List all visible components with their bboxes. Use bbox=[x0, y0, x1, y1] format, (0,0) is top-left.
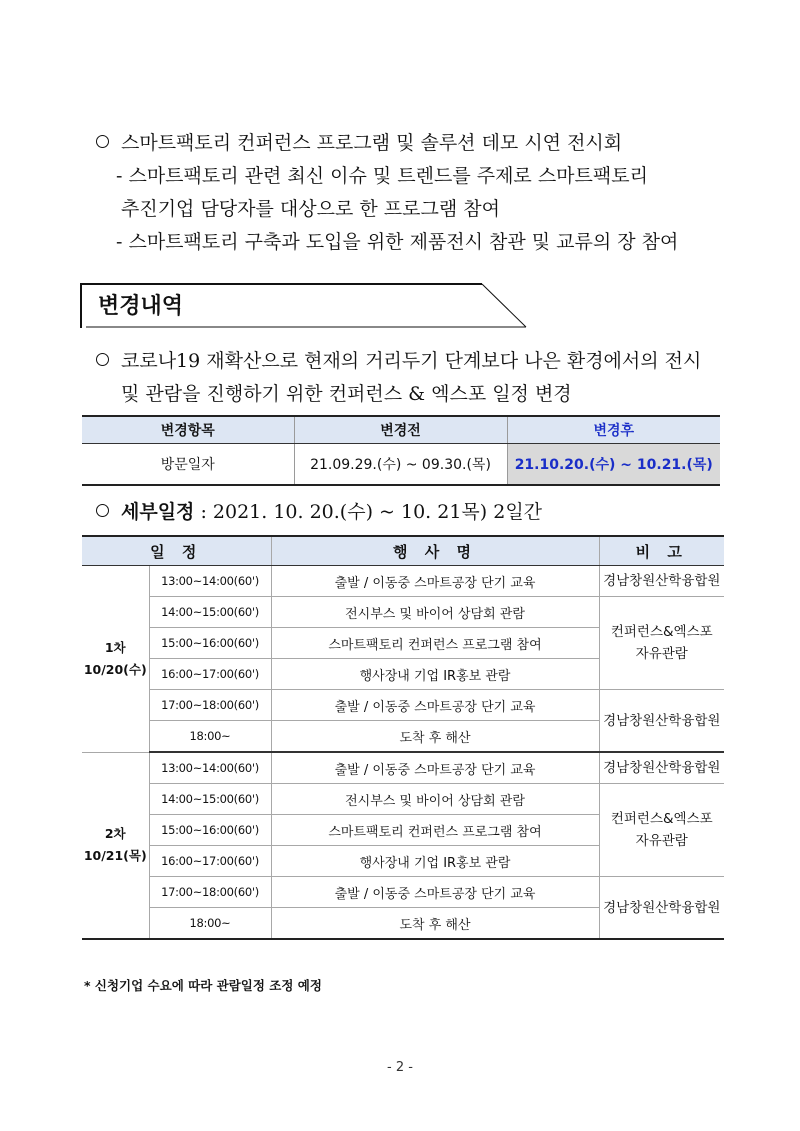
event-cell: 출발 / 이동중 스마트공장 단기 교육 bbox=[271, 690, 599, 721]
header-cell: 변경후 bbox=[507, 416, 720, 444]
time-cell: 17:00~18:00(60') bbox=[149, 877, 271, 908]
time-cell: 15:00~16:00(60') bbox=[149, 815, 271, 846]
table-row bbox=[82, 444, 720, 486]
table-row bbox=[82, 784, 724, 815]
table-row bbox=[82, 877, 724, 908]
change-table bbox=[82, 415, 720, 486]
circle-bullet-icon bbox=[96, 135, 109, 148]
table-cell-highlight: 21.10.20.(수) ~ 10.21.(목) bbox=[507, 444, 720, 486]
note-cell: 컨퍼런스&엑스포 자유관람 bbox=[599, 784, 724, 877]
circle-bullet-icon bbox=[96, 504, 109, 517]
table-header-row bbox=[82, 416, 720, 444]
note-cell: 경남창원산학융합원 bbox=[599, 877, 724, 940]
event-cell: 출발 / 이동중 스마트공장 단기 교육 bbox=[271, 877, 599, 908]
event-cell: 출발 / 이동중 스마트공장 단기 교육 bbox=[271, 566, 599, 597]
time-cell: 13:00~14:00(60') bbox=[149, 752, 271, 784]
change-bullet: 코로나19 재확산으로 현재의 거리두기 단계보다 나은 환경에서의 전시 bbox=[96, 345, 701, 378]
table-cell: 방문일자 bbox=[82, 444, 294, 486]
event-cell: 스마트팩토리 컨퍼런스 프로그램 참여 bbox=[271, 628, 599, 659]
event-cell: 행사장내 기업 IR홍보 관람 bbox=[271, 846, 599, 877]
event-cell: 도착 후 해산 bbox=[271, 721, 599, 753]
table-row bbox=[82, 690, 724, 721]
footnote: * 신청기업 수요에 따라 관람일정 조정 예정 bbox=[84, 978, 322, 993]
table-row bbox=[82, 752, 724, 784]
note-cell: 컨퍼런스&엑스포 자유관람 bbox=[599, 597, 724, 690]
table-row bbox=[82, 566, 724, 597]
header-cell: 일 정 bbox=[82, 536, 271, 566]
day-cell: 2차 10/21(목) bbox=[82, 752, 149, 939]
header-cell: 행 사 명 bbox=[271, 536, 599, 566]
section-title: 변경내역 bbox=[98, 294, 184, 319]
time-cell: 14:00~15:00(60') bbox=[149, 597, 271, 628]
event-cell: 전시부스 및 바이어 상담회 관람 bbox=[271, 784, 599, 815]
event-cell: 행사장내 기업 IR홍보 관람 bbox=[271, 659, 599, 690]
intro-line: - 스마트팩토리 구축과 도입을 위한 제품전시 참관 및 교류의 장 참여 bbox=[116, 231, 679, 253]
time-cell: 18:00~ bbox=[149, 908, 271, 940]
page-number: - 2 - bbox=[387, 1060, 413, 1075]
time-cell: 16:00~17:00(60') bbox=[149, 846, 271, 877]
event-cell: 도착 후 해산 bbox=[271, 908, 599, 940]
note-cell: 경남창원산학융합원 bbox=[599, 566, 724, 597]
table-header-row bbox=[82, 536, 724, 566]
circle-bullet-icon bbox=[96, 353, 109, 366]
day-cell: 1차 10/20(수) bbox=[82, 566, 149, 753]
note-cell: 경남창원산학융합원 bbox=[599, 752, 724, 784]
intro-bullet: 스마트팩토리 컨퍼런스 프로그램 및 솔루션 데모 시연 전시회 bbox=[96, 127, 622, 160]
intro-line: 추진기업 담당자를 대상으로 한 프로그램 참여 bbox=[121, 198, 500, 220]
time-cell: 17:00~18:00(60') bbox=[149, 690, 271, 721]
note-cell: 경남창원산학융합원 bbox=[599, 690, 724, 753]
header-cell: 변경항목 bbox=[82, 416, 294, 444]
time-cell: 18:00~ bbox=[149, 721, 271, 753]
schedule-title: 세부일정 : 2021. 10. 20.(수) ~ 10. 21목) 2일간 bbox=[96, 496, 542, 529]
table-cell: 21.09.29.(수) ~ 09.30.(목) bbox=[294, 444, 507, 486]
event-cell: 스마트팩토리 컨퍼런스 프로그램 참여 bbox=[271, 815, 599, 846]
change-line: 및 관람을 진행하기 위한 컨퍼런스 & 엑스포 일정 변경 bbox=[121, 383, 572, 405]
header-cell: 변경전 bbox=[294, 416, 507, 444]
time-cell: 16:00~17:00(60') bbox=[149, 659, 271, 690]
table-row bbox=[82, 597, 724, 628]
header-cell: 비 고 bbox=[599, 536, 724, 566]
time-cell: 15:00~16:00(60') bbox=[149, 628, 271, 659]
event-cell: 출발 / 이동중 스마트공장 단기 교육 bbox=[271, 752, 599, 784]
time-cell: 14:00~15:00(60') bbox=[149, 784, 271, 815]
time-cell: 13:00~14:00(60') bbox=[149, 566, 271, 597]
schedule-table bbox=[82, 535, 724, 940]
section-heading bbox=[80, 283, 528, 329]
intro-line: - 스마트팩토리 관련 최신 이슈 및 트렌드를 주제로 스마트팩토리 bbox=[116, 165, 648, 187]
event-cell: 전시부스 및 바이어 상담회 관람 bbox=[271, 597, 599, 628]
